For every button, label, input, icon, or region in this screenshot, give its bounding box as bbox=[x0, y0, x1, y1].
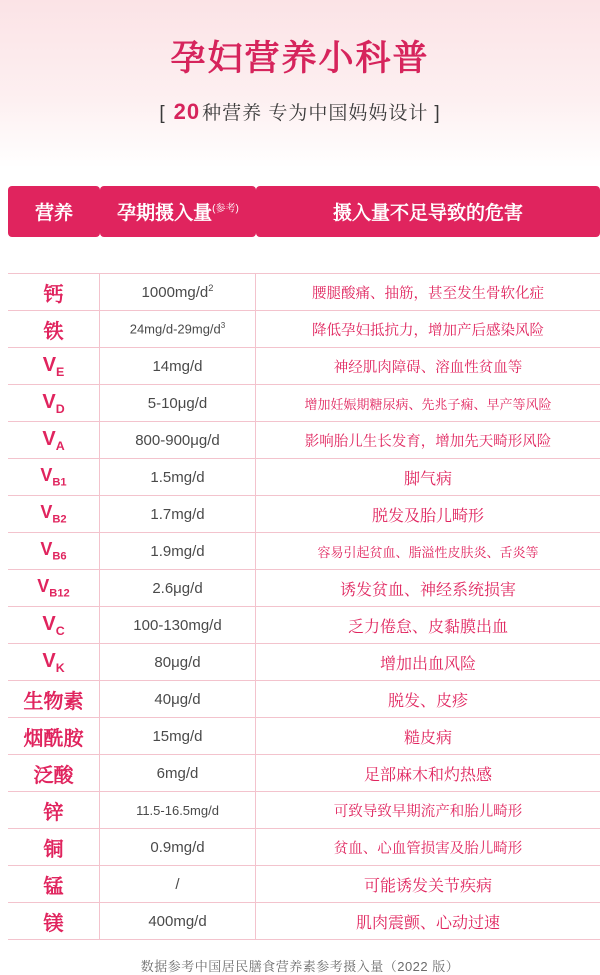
cell-nutrient: $V_C$ bbox=[8, 607, 100, 644]
cell-nutrient: 铜 bbox=[8, 829, 100, 866]
subtitle-bracket-open: [ bbox=[159, 103, 166, 124]
table-row bbox=[8, 496, 600, 533]
column-header-intake-note: (参考) bbox=[212, 203, 239, 215]
cell-harm: 脱发及胎儿畸形 bbox=[256, 496, 600, 533]
cell-intake: 400mg/d bbox=[100, 903, 256, 940]
page-subtitle bbox=[0, 98, 600, 125]
page-header bbox=[0, 0, 600, 168]
table-row bbox=[8, 533, 600, 570]
table-row bbox=[8, 644, 600, 681]
cell-nutrient: $V_K$ bbox=[8, 644, 100, 681]
column-header-harm: 摄入量不足导致的危害 bbox=[256, 186, 600, 237]
cell-intake: 1.7mg/d bbox=[100, 496, 256, 533]
cell-harm: 增加妊娠期糖尿病、先兆子痫、早产等风险 bbox=[256, 385, 600, 422]
cell-harm: 腰腿酸痛、抽筋，甚至发生骨软化症 bbox=[256, 274, 600, 311]
cell-intake: 2.6μg/d bbox=[100, 570, 256, 607]
cell-harm: 降低孕妇抵抗力，增加产后感染风险 bbox=[256, 311, 600, 348]
cell-harm: 神经肌肉障碍、溶血性贫血等 bbox=[256, 348, 600, 385]
cell-intake: 80μg/d bbox=[100, 644, 256, 681]
table-body bbox=[8, 274, 600, 940]
cell-harm: 脱发、皮疹 bbox=[256, 681, 600, 718]
table-row bbox=[8, 903, 600, 940]
table-row bbox=[8, 718, 600, 755]
footnote: 数据参考中国居民膳食营养素参考摄入量（2022 版） bbox=[140, 959, 460, 974]
table-row bbox=[8, 311, 600, 348]
cell-nutrient: $V_A$ bbox=[8, 422, 100, 459]
cell-intake: 14mg/d bbox=[100, 348, 256, 385]
nutrition-table bbox=[8, 186, 600, 940]
table-row bbox=[8, 348, 600, 385]
column-header-intake: 孕期摄入量$^{(参考)}$ bbox=[100, 186, 256, 237]
cell-intake: 800-900μg/d bbox=[100, 422, 256, 459]
table-row bbox=[8, 755, 600, 792]
nutrition-table-wrap bbox=[0, 168, 600, 940]
table-row bbox=[8, 792, 600, 829]
cell-nutrient: 锌 bbox=[8, 792, 100, 829]
cell-harm: 足部麻木和灼热感 bbox=[256, 755, 600, 792]
cell-intake: 0.9mg/d bbox=[100, 829, 256, 866]
cell-intake: 1.5mg/d bbox=[100, 459, 256, 496]
table-header-row bbox=[8, 186, 600, 237]
table-row bbox=[8, 385, 600, 422]
cell-nutrient: 铁 bbox=[8, 311, 100, 348]
table-row bbox=[8, 607, 600, 644]
cell-nutrient: 锰 bbox=[8, 866, 100, 903]
cell-nutrient: 烟酰胺 bbox=[8, 718, 100, 755]
subtitle-number: 20 bbox=[173, 99, 201, 124]
table-row bbox=[8, 459, 600, 496]
cell-intake: 15mg/d bbox=[100, 718, 256, 755]
cell-nutrient: $V_D$ bbox=[8, 385, 100, 422]
cell-intake: 6mg/d bbox=[100, 755, 256, 792]
cell-harm: 诱发贫血、神经系统损害 bbox=[256, 570, 600, 607]
table-row bbox=[8, 422, 600, 459]
cell-harm: 容易引起贫血、脂溢性皮肤炎、舌炎等 bbox=[256, 533, 600, 570]
table-row bbox=[8, 866, 600, 903]
subtitle-text: 种营养 专为中国妈妈设计 bbox=[202, 103, 429, 124]
cell-harm: 乏力倦怠、皮黏膜出血 bbox=[256, 607, 600, 644]
cell-harm: 贫血、心血管损害及胎儿畸形 bbox=[256, 829, 600, 866]
cell-harm: 影响胎儿生长发育，增加先天畸形风险 bbox=[256, 422, 600, 459]
cell-nutrient: $V_E$ bbox=[8, 348, 100, 385]
table-row bbox=[8, 681, 600, 718]
cell-intake: 1.9mg/d bbox=[100, 533, 256, 570]
cell-harm: 可致导致早期流产和胎儿畸形 bbox=[256, 792, 600, 829]
table-row bbox=[8, 570, 600, 607]
cell-intake: 1000mg/d$^2$ bbox=[100, 274, 256, 311]
cell-nutrient: 泛酸 bbox=[8, 755, 100, 792]
cell-harm: 糙皮病 bbox=[256, 718, 600, 755]
cell-nutrient: $V_{B12}$ bbox=[8, 570, 100, 607]
page-title: 孕妇营养小科普 bbox=[170, 39, 430, 78]
cell-intake: 11.5-16.5mg/d bbox=[100, 792, 256, 829]
cell-intake: 5-10μg/d bbox=[100, 385, 256, 422]
cell-harm: 增加出血风险 bbox=[256, 644, 600, 681]
cell-intake: 24mg/d-29mg/d$^3$ bbox=[100, 311, 256, 348]
cell-nutrient: $V_{B1}$ bbox=[8, 459, 100, 496]
cell-harm: 肌肉震颤、心动过速 bbox=[256, 903, 600, 940]
cell-nutrient: 镁 bbox=[8, 903, 100, 940]
table-row bbox=[8, 274, 600, 311]
cell-nutrient: $V_{B2}$ bbox=[8, 496, 100, 533]
cell-harm: 可能诱发关节疾病 bbox=[256, 866, 600, 903]
table-row bbox=[8, 829, 600, 866]
subtitle-bracket-close: ] bbox=[434, 103, 441, 124]
column-header-nutrient: 营养 bbox=[8, 186, 100, 237]
cell-nutrient: 钙 bbox=[8, 274, 100, 311]
cell-nutrient: $V_{B6}$ bbox=[8, 533, 100, 570]
cell-intake: 100-130mg/d bbox=[100, 607, 256, 644]
cell-harm: 脚气病 bbox=[256, 459, 600, 496]
cell-intake: / bbox=[100, 866, 256, 903]
cell-intake: 40μg/d bbox=[100, 681, 256, 718]
cell-nutrient: 生物素 bbox=[8, 681, 100, 718]
